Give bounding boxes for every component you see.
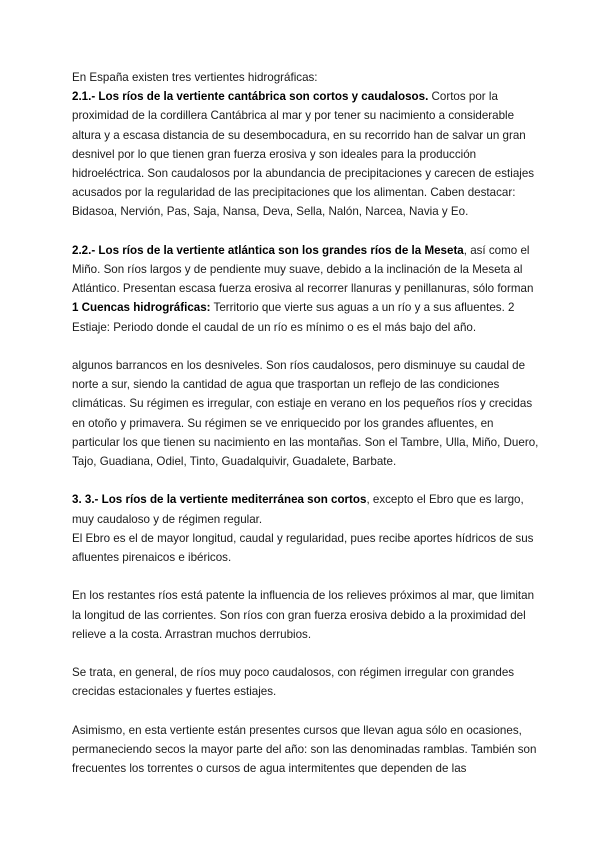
section-atlantica-continuation: algunos barrancos en los desniveles. Son ríos caudalosos, pero disminuye su caudal de norte a sur, siendo la cantidad de agua que trasportan un reflejo de las condiciones climáticas. Su régimen es irregular, con estiaje en verano en los pequeños ríos y crecidas en otoño y primavera. Su régimen se ve enriquecido por los grandes afluentes, en particular los que tienen su nacimiento en las montañas. Son el Tambre, Ulla, Miño, Duero, Tajo, Guadiana, Odiel, Tinto, Guadalquivir, Guadalete, Barbate.	[72, 359, 539, 469]
paragraph: Se trata, en general, de ríos muy poco caudalosos, con régimen irregular con grandes crecidas estacionales y fuertes estiajes.	[72, 666, 515, 699]
paragraph-gap	[72, 644, 540, 663]
section-cantabrica	[72, 87, 540, 221]
paragraph-gap	[72, 567, 540, 586]
paragraph-gap	[72, 702, 540, 721]
footnote-term: 1 Cuencas hidrográficas:	[72, 301, 211, 315]
document-body	[72, 68, 540, 778]
paragraph: En los restantes ríos está patente la influencia de los relieves próximos al mar, que limitan la longitud de las corrientes. Son ríos con gran fuerza erosiva debido a la proximidad del relieve a la costa. Arrastran muchos derrubios.	[72, 589, 535, 641]
section-heading: 2.2.- Los ríos de la vertiente atlántica son los grandes ríos de la Meseta	[72, 243, 464, 257]
paragraph-gap	[72, 222, 540, 241]
intro-line: En España existen tres vertientes hidrográficas:	[72, 71, 318, 84]
section-mediterranea	[72, 490, 540, 567]
section-text: , así como el Miño. Son ríos largos y de pendiente muy suave, debido a la inclinación de la Meseta al Atlántico. Presentan escasa fuerza erosiva al recorrer llanuras y penillanuras, sólo forman	[72, 243, 534, 296]
section-text: , excepto el Ebro que es largo, muy caudaloso y de régimen regular.	[72, 493, 524, 526]
footnote-text: Territorio que vierte sus aguas a un río y a sus afluentes. 2 Estiaje: Periodo donde el caudal de un río es mínimo o es el más bajo del año.	[72, 301, 515, 334]
paragraph-gap	[72, 337, 540, 356]
paragraph-gap	[72, 471, 540, 490]
section-heading: 2.1.- Los ríos de la vertiente cantábrica son cortos y caudalosos.	[72, 90, 429, 104]
section-atlantica	[72, 241, 540, 337]
ebro-paragraph: El Ebro es el de mayor longitud, caudal y regularidad, pues recibe aportes hídricos de sus afluentes pirenaicos e ibéricos.	[72, 531, 534, 565]
section-text: Cortos por la proximidad de la cordillera Cantábrica al mar y por tener su nacimiento a considerable altura y a escasa distancia de su desembocadura, en su recorrido han de salvar un gran desnivel por lo que tienen gran fuerza erosiva y son ideales para la producción hidroeléctrica. Son caudalosos por la abundancia de precipitaciones y carecen de estiajes acusados por la regularidad de las precipitaciones que los alimentan. Caben destacar: Bidasoa, Nervión, Pas, Saja, Nansa, Deva, Sella, Nalón, Narcea, Navia y Eo.	[72, 90, 535, 219]
paragraph: Asimismo, en esta vertiente están presentes cursos que llevan agua sólo en ocasiones, permaneciendo secos la mayor parte del año: son las denominadas ramblas. También son frecuentes los torrentes o cursos de agua intermitentes que dependen de las	[72, 723, 537, 776]
section-heading: 3. 3.- Los ríos de la vertiente mediterránea son cortos	[72, 493, 367, 507]
